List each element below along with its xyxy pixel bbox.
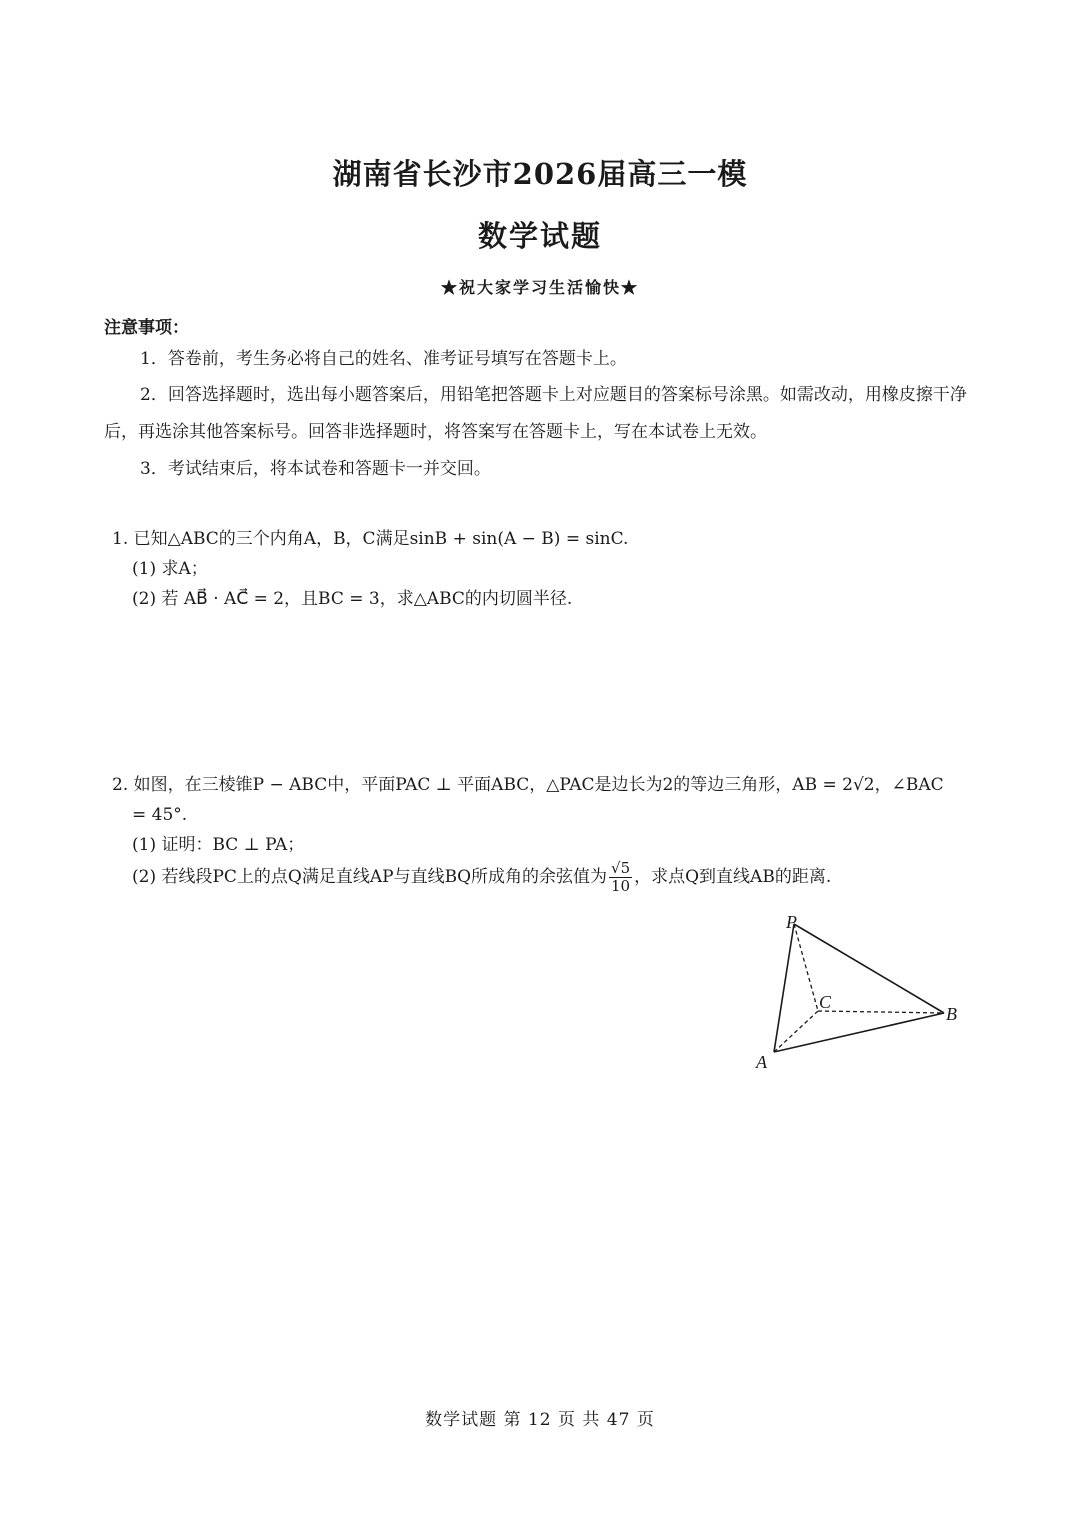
edge-CB: [818, 1011, 944, 1013]
notice-item-1: 1．答卷前，考生务必将自己的姓名、准考证号填写在答题卡上。: [140, 349, 627, 369]
edge-PB: [794, 924, 944, 1013]
question-2-part-1: (1) 证明：BC ⊥ PA；: [132, 835, 305, 855]
question-1-part-1: (1) 求A；: [132, 559, 208, 579]
notice-item-3: 3．考试结束后，将本试卷和答题卡一并交回。: [140, 459, 491, 479]
edge-AB: [774, 1013, 944, 1052]
pyramid-figure: [748, 908, 968, 1078]
vertex-label-A: A: [756, 1052, 767, 1072]
fraction-numerator: √5: [611, 859, 631, 877]
edge-PC: [794, 924, 818, 1011]
vertex-label-C: C: [819, 992, 832, 1012]
motto: ★祝大家学习生活愉快★: [440, 278, 639, 297]
edge-PA: [774, 924, 794, 1052]
pyramid-diagram: [748, 908, 968, 1078]
question-2-part-2: [112, 860, 992, 895]
question-1: [112, 524, 992, 614]
question-2-part-2-text-before: (2) 若线段PC上的点Q满足直线AP与直线BQ所成角的余弦值为: [132, 867, 608, 887]
question-1-stem: 1. 已知△ABC的三个内角A，B，C满足sinB + sin(A − B) = sinC.: [112, 529, 629, 549]
question-2: [112, 770, 992, 895]
cosine-fraction: [609, 860, 632, 895]
document-subtitle: 数学试题: [477, 219, 602, 253]
page-footer: 数学试题 第 12 页 共 47 页: [425, 1410, 655, 1430]
notice-heading: 注意事项：: [104, 318, 189, 338]
notice-item-2: 2．回答选择题时，选出每小题答案后，用铅笔把答题卡上对应题目的答案标号涂黑。如需改动，用橡皮擦干净后，再选涂其他答案标号。回答非选择题时，将答案写在答题卡上，写在本试卷上无效。: [104, 385, 967, 442]
fraction-denominator: 10: [611, 877, 631, 895]
vertex-label-B: B: [946, 1004, 957, 1024]
edge-AC: [774, 1011, 818, 1052]
question-1-part-2: (2) 若 AB⃗ · AC⃗ = 2，且BC = 3，求△ABC的内切圆半径.: [132, 589, 573, 609]
document-title: 湖南省长沙市2026届高三一模: [332, 157, 748, 191]
question-2-stem-line-1: 2. 如图，在三棱锥P − ABC中，平面PAC ⊥ 平面ABC，△PAC是边长为2的等边三角形，AB = 2√2，∠BAC: [112, 775, 944, 795]
question-2-stem-line-2: = 45°.: [132, 805, 188, 825]
question-2-part-2-text-after: ，求点Q到直线AB的距离.: [634, 867, 832, 887]
vertex-label-P: P: [786, 912, 797, 932]
